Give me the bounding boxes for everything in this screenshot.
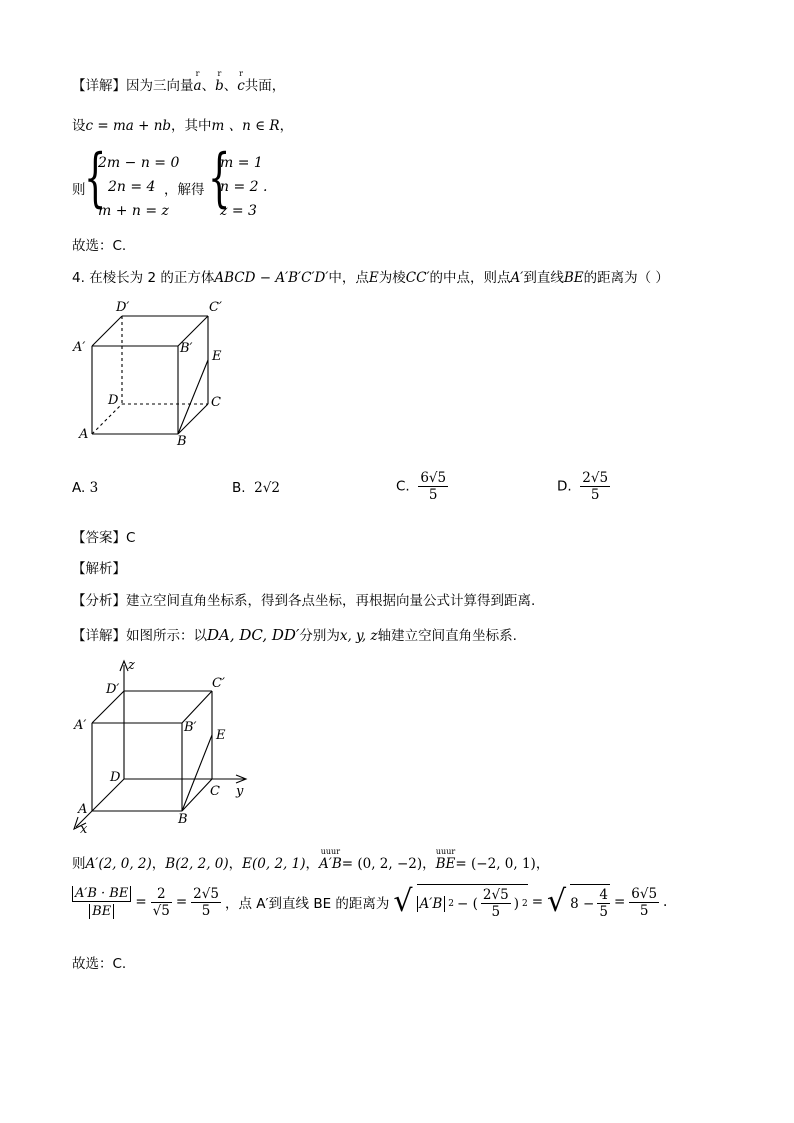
solve-label: ，解得 <box>164 182 205 198</box>
left-brace-1: { <box>84 141 107 215</box>
answer-line: 【答案】C <box>72 530 136 546</box>
option-a[interactable]: A. 3 <box>72 480 99 496</box>
section-tag: 【详解】 <box>72 78 126 94</box>
option-b[interactable]: B. 2√2 <box>232 480 280 496</box>
label-C1: C′ <box>209 300 222 315</box>
question-4: 4. 在棱长为 2 的正方体ABCD − A′B′C′D′中，点E为棱CC′的中点，则点A′到直线BE的距离为（ ） <box>72 270 669 286</box>
label-B1: B′ <box>184 720 197 735</box>
coords-line: 则A′(2, 0, 2)，B(2, 2, 0)，E(0, 2, 1)， uuur A′B= (0, 2, −2)， uuur BE= (−2, 0, 1)， <box>72 847 550 872</box>
label-C: C <box>210 784 220 799</box>
cube-figure-1 <box>70 294 240 454</box>
label-A: A <box>78 802 88 817</box>
label-E: E <box>216 728 226 743</box>
label-D: D <box>108 393 119 408</box>
label-B: B <box>178 812 188 827</box>
label-D1: D′ <box>106 682 120 697</box>
analysis-tag: 【解析】 <box>72 561 126 577</box>
label-z: z <box>128 658 135 673</box>
label-A: A <box>79 427 89 442</box>
choose-line-2: 故选：C. <box>72 956 127 972</box>
vector-equation: c = ma + nb <box>85 118 172 134</box>
option-c[interactable]: C. $\frac{6√5}{5}$ <box>396 470 447 503</box>
label-B1: B′ <box>180 341 193 356</box>
label-A1: A′ <box>73 340 86 355</box>
label-E: E <box>212 349 222 364</box>
calc-line: $\frac{A'B \cdot BE}{BE}$ = $\frac{2}{√5}$ = $\frac{2√5}{5}$ ，点 A′到直线 BE 的距离为 √ A′B 2 − ( $\frac{2√5}{5}$ ) 2 = √ 8 − $\frac{4}{5}$ = $\frac{6√5}{5}$ . <box>72 884 667 920</box>
fenxi-line: 【分析】建立空间直角坐标系，得到各点坐标，再根据向量公式计算得到距离. <box>72 593 536 609</box>
left-brace-2: { <box>208 141 231 215</box>
option-d[interactable]: D. $\frac{2√5}{5}$ <box>557 470 609 503</box>
equation-system-2: m = 1 n = 2 . z = 3 <box>220 155 268 219</box>
detail-line-2: 设c = ma + nb，其中m 、n ∈ R， <box>72 118 294 134</box>
label-y: y <box>236 784 244 799</box>
label-A1: A′ <box>74 718 87 733</box>
label-D1: D′ <box>116 300 130 315</box>
label-x: x <box>80 822 88 837</box>
then-label: 则 <box>72 182 86 198</box>
detail-line-1: 【详解】因为三向量 r a、 r b、 r c共面， <box>72 69 286 94</box>
label-B: B <box>177 434 187 449</box>
label-C: C <box>211 395 221 410</box>
label-D: D <box>110 770 121 785</box>
detail-line-coords: 【详解】如图所示：以DA, DC, DD′分别为x, y, z轴建立空间直角坐标系. <box>72 626 517 644</box>
equation-system-1: 2m − n = 0 2n = 4 m + n = z <box>98 155 180 219</box>
cube-figure-2 <box>64 655 264 840</box>
choose-line-1: 故选：C. <box>72 238 127 254</box>
label-C1: C′ <box>212 676 225 691</box>
